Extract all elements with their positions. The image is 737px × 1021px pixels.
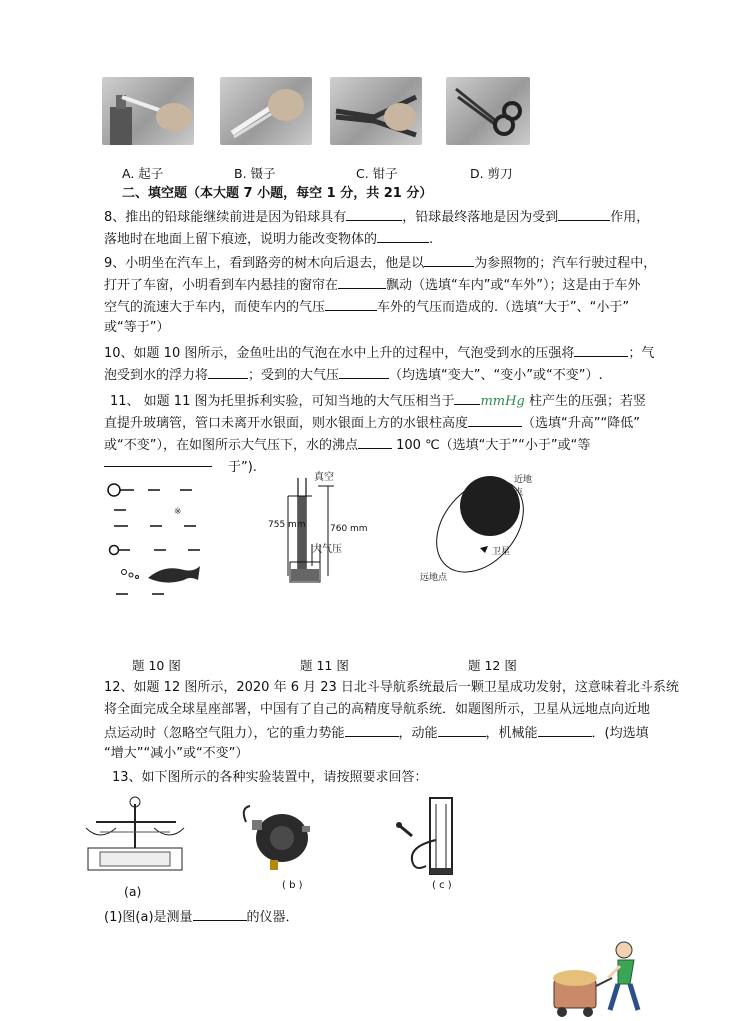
- scissors-photo: [446, 77, 530, 145]
- q13-label-a: (a): [124, 884, 142, 899]
- option-d: D. 剪刀: [470, 166, 513, 181]
- bubble-medium: [110, 546, 119, 555]
- q11-line4: 于”).: [228, 460, 257, 475]
- fig12-satellite-label: 卫星: [492, 547, 511, 557]
- option-c: C. 钳子: [356, 166, 398, 181]
- bottle-opener-photo: [102, 77, 194, 145]
- q9-line2: 打开了车窗，小明看到车内悬挂的窗帘在 飘动（选填“车内”或“车外”）；这是由于车外: [104, 274, 640, 296]
- section-title: 二、填空题（本大题 7 小题，每空 1 分，共 21 分）: [122, 186, 433, 201]
- barometer-icon: [236, 800, 326, 870]
- fig10-fish-bubbles: [104, 476, 224, 600]
- option-b: B. 镊子: [234, 166, 276, 181]
- fig11-caption: 题 11 图: [300, 658, 349, 673]
- q9-line3: 空气的流速大于车内，而使车内的气压 车外的气压而造成的.（选填“大于”、“小于”: [104, 296, 629, 318]
- fig12-satellite-orbit: [418, 466, 538, 586]
- q12-line3: 点运动时（忽略空气阻力），它的重力势能 ，动能 ，机械能 ．(均选填: [104, 722, 649, 744]
- fig12-far-label: 远地点: [420, 573, 448, 583]
- cart-pusher-cartoon: [548, 938, 662, 1020]
- tweezers-photo: [220, 77, 312, 145]
- q13-label-c: ( c ): [432, 880, 452, 891]
- q11-line1: 11、 如题 11 图为托里拆利实验，可知当地的大气压相当于 mmHg 柱产生的压强；若竖: [110, 390, 646, 412]
- pressure-gauge-icon: [390, 796, 470, 878]
- option-a: A. 起子: [122, 166, 164, 181]
- q11-line3: 或“不变”），在如图所示大气压下，水的沸点 100 ℃（选填“大于”“小于”或“等: [104, 434, 590, 456]
- fig11-755-label: 755 mm: [268, 520, 306, 530]
- q11-line2: 直提升玻璃管，管口未离开水银面，则水银面上方的水银柱高度 （选填“升高”“降低”: [104, 412, 640, 434]
- pliers-photo: [330, 77, 422, 145]
- goldfish: [148, 566, 200, 583]
- fig12-caption: 题 12 图: [468, 658, 517, 673]
- fig11-vacuum-label: 真空: [314, 472, 334, 483]
- fig11-torricelli: [268, 466, 378, 590]
- balance-scale-icon: [80, 792, 190, 876]
- fig12-near-label: 近地点: [514, 475, 533, 498]
- q8-line2: 落地时在地面上留下痕迹，说明力能改变物体的 .: [104, 228, 433, 250]
- fig11-760-label: 760 mm: [330, 524, 368, 534]
- bubble-large: [108, 484, 120, 496]
- q13-label-b: ( b ): [282, 880, 303, 891]
- svg-text:※: ※: [174, 507, 182, 517]
- q9-line1: 9、小明坐在汽车上，看到路旁的树木向后退去，他是以 为参照物的；汽车行驶过程中，: [104, 252, 656, 274]
- q12-line2: 将全面完成全球星座部署，中国有了自己的高精度导航系统．如题图所示，卫星从远地点向近地: [104, 702, 651, 717]
- q10-line2: 泡受到水的浮力将 ；受到的大气压 （均选填“变大”、“变小”或“不变”）.: [104, 364, 603, 386]
- q13-sub1: (1)图(a)是测量 的仪器．: [104, 906, 299, 928]
- answer-line: [104, 466, 212, 467]
- q13-line1: 13、如下图所示的各种实验装置中，请按照要求回答：: [112, 770, 428, 785]
- fig11-atm-label: 大气压: [312, 544, 342, 555]
- earth-icon: [460, 476, 520, 536]
- fig10-caption: 题 10 图: [132, 658, 181, 673]
- q10-line1: 10、如题 10 图所示，金鱼吐出的气泡在水中上升的过程中，气泡受到水的压强将 ；气: [104, 342, 654, 364]
- q12-line1: 12、如题 12 图所示，2020 年 6 月 23 日北斗导航系统最后一颗卫星成功发射，这意味着北斗系统: [104, 680, 679, 695]
- q12-line4: “增大”“减小”或“不变”）: [104, 746, 249, 761]
- q8-line1: 8、推出的铅球能继续前进是因为铅球具有 ，铅球最终落地是因为受到 作用，: [104, 206, 649, 228]
- q9-line4: 或“等于”）: [104, 320, 170, 335]
